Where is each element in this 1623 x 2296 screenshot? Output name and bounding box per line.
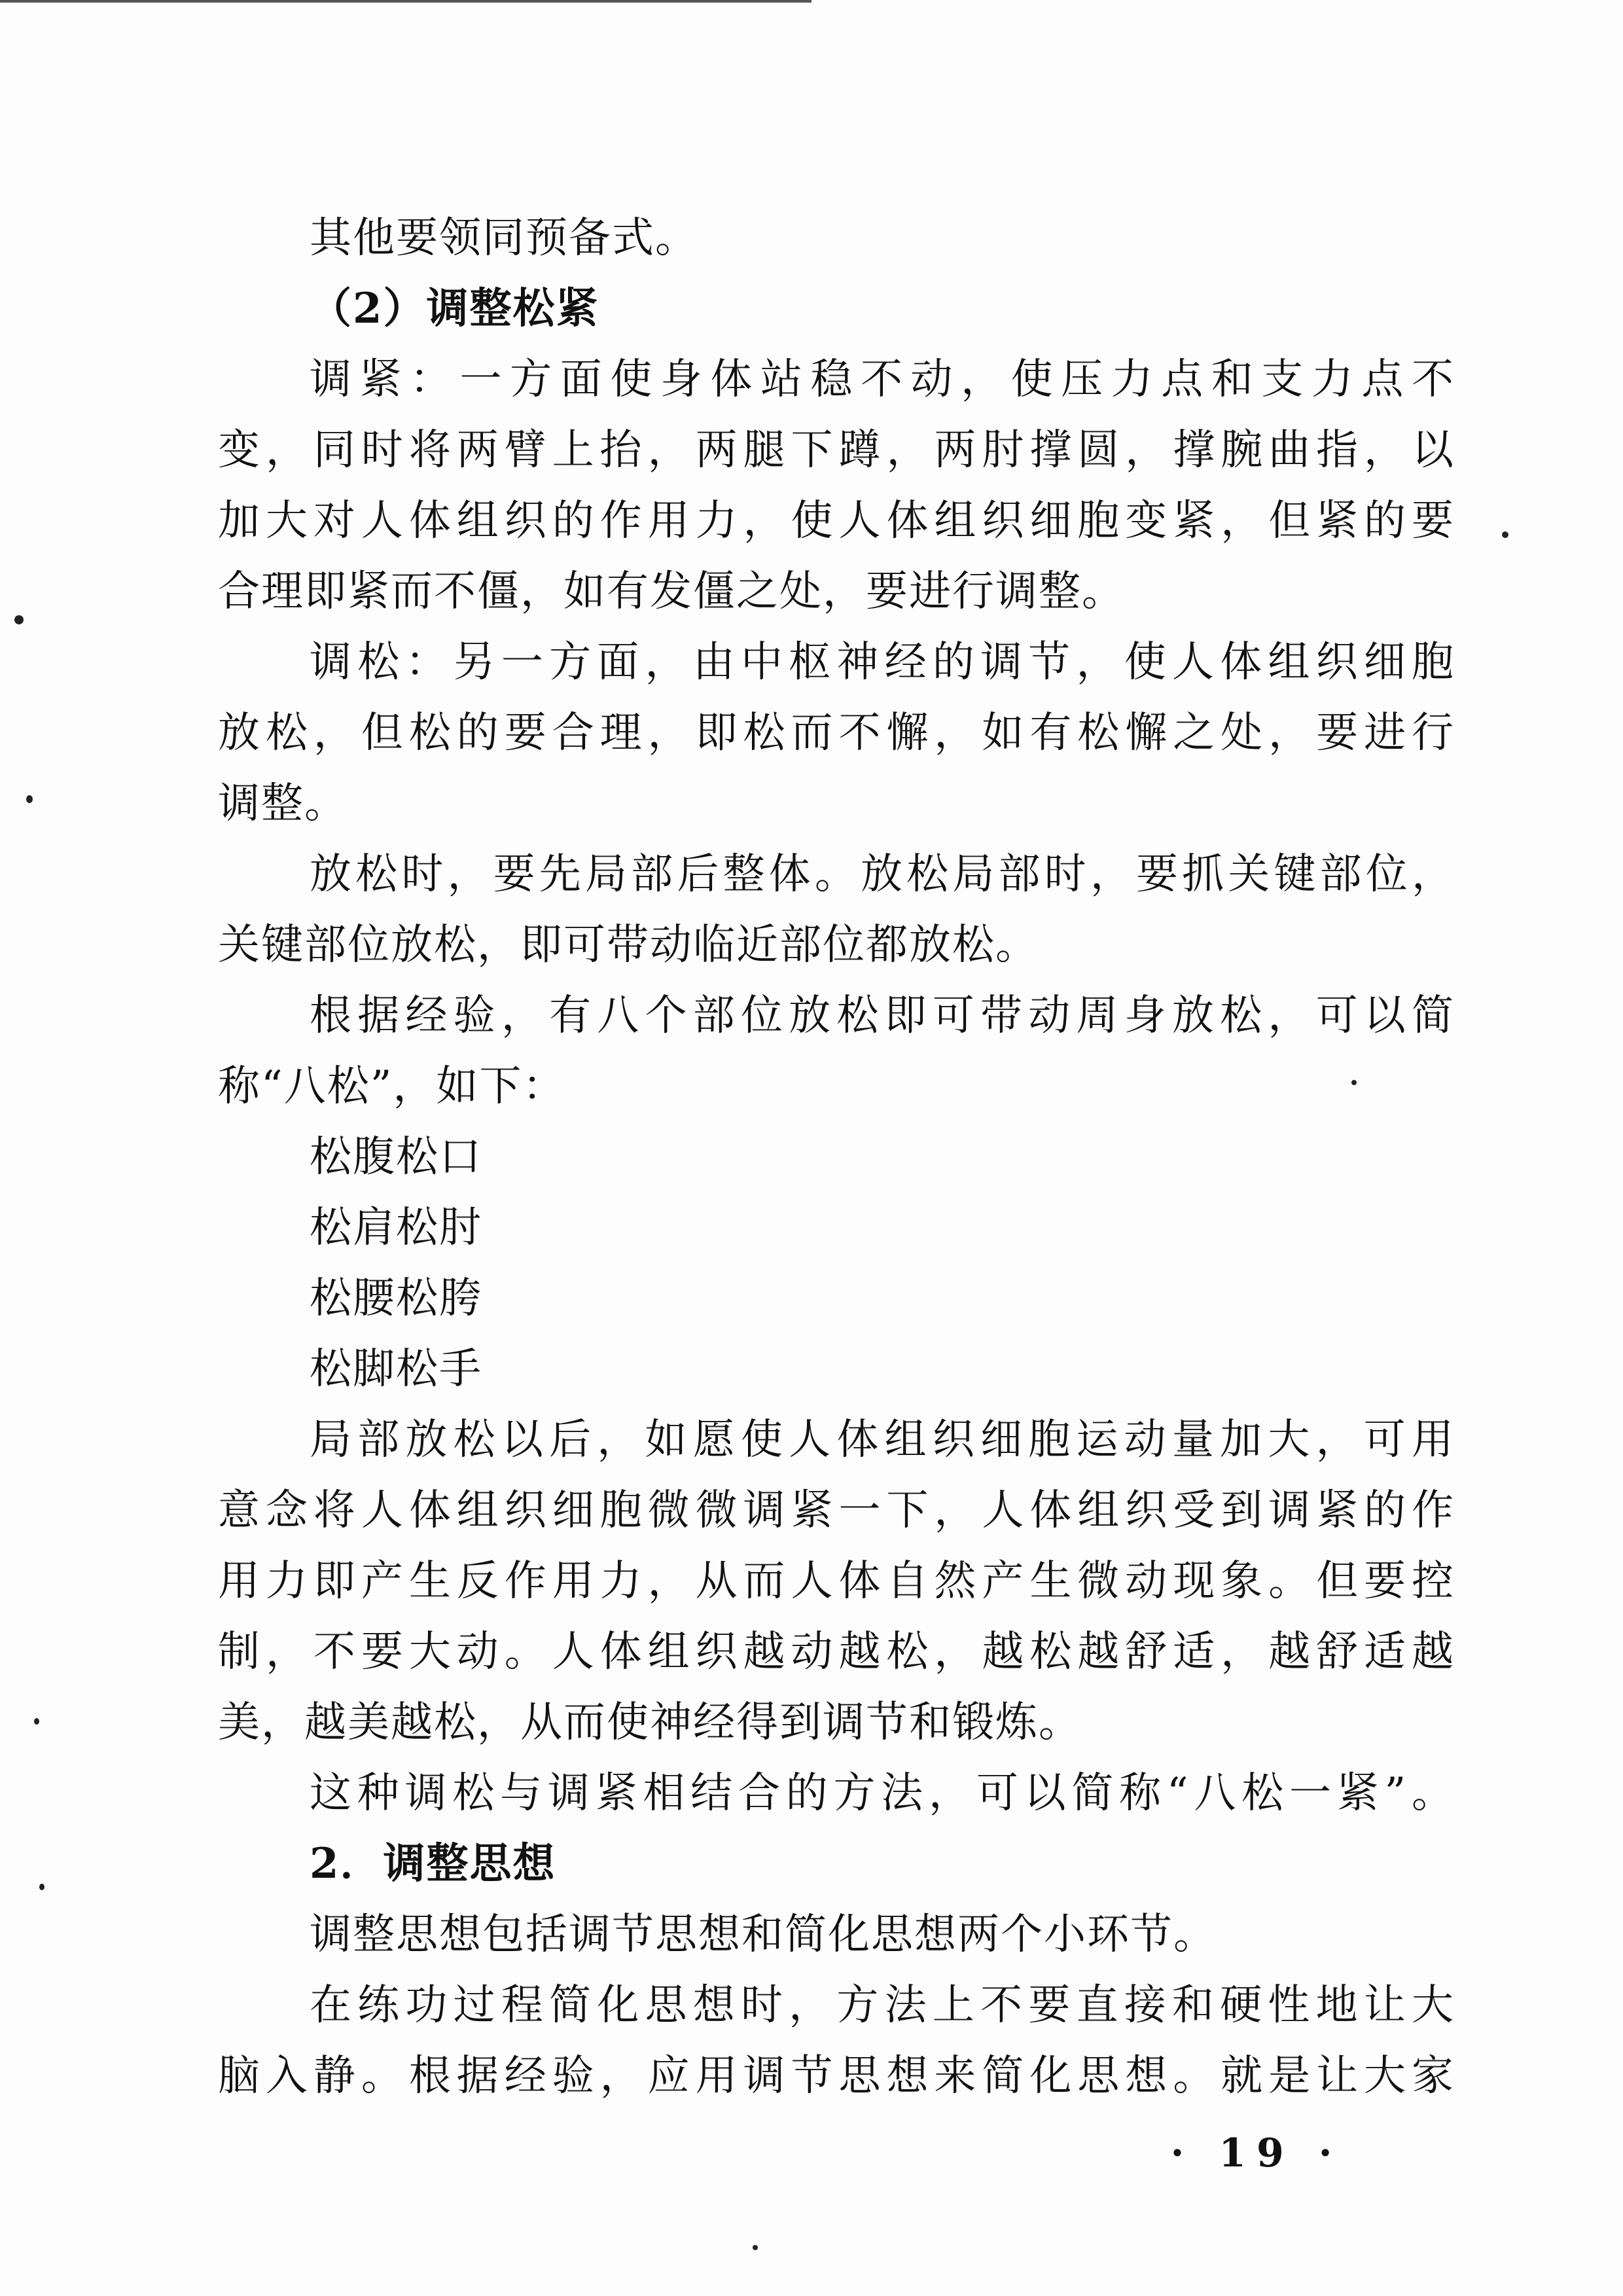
section-heading: 2．调整思想 <box>310 1839 556 1888</box>
text-line: 合理即紧而不僵，如有发僵之处，要进行调整。 <box>218 567 1125 616</box>
top-rule <box>0 0 812 3</box>
text-line: 制，不要大动。人体组织越动越松，越松越舒适，越舒适越 <box>218 1628 1455 1676</box>
scan-speck <box>14 615 24 624</box>
text-line: 变，同时将两臂上抬，两腿下蹲，两肘撑圆，撑腕曲指，以 <box>218 426 1455 475</box>
body-text <box>218 203 1455 2111</box>
scan-speck <box>39 1884 45 1890</box>
scan-speck <box>1351 1080 1357 1085</box>
text-line: 调紧：一方面使身体站稳不动，使压力点和支力点不 <box>310 355 1455 404</box>
text-line: 其他要领同预备式。 <box>310 214 698 262</box>
text-line: 调整思想包括调节思想和简化思想两个小环节。 <box>310 1910 1217 1959</box>
scan-speck <box>753 2245 758 2250</box>
text-line: 放松，但松的要合理，即松而不懈，如有松懈之处，要进行 <box>218 709 1455 757</box>
text-line: 关键部位放松，即可带动临近部位都放松。 <box>218 921 1039 969</box>
text-line: 在练功过程简化思想时，方法上不要直接和硬性地让大 <box>310 1981 1455 2030</box>
text-line: 称“八松”，如下： <box>218 1062 566 1111</box>
text-line: 松腰松胯 <box>310 1274 482 1323</box>
text-line: 松肩松肘 <box>310 1204 482 1252</box>
text-line: 美，越美越松，从而使神经得到调节和锻炼。 <box>218 1698 1082 1747</box>
text-line: 调整。 <box>218 780 348 828</box>
page-number: · 19 · <box>1170 2130 1343 2176</box>
text-line: 脑入静。根据经验，应用调节思想来简化思想。就是让大家 <box>218 2052 1455 2100</box>
text-line: 松腹松口 <box>310 1133 482 1181</box>
text-line: 这种调松与调紧相结合的方法，可以简称“八松一紧”。 <box>310 1769 1455 1818</box>
scan-speck <box>34 1718 39 1725</box>
text-line: 加大对人体组织的作用力，使人体组织细胞变紧，但紧的要 <box>218 497 1455 545</box>
text-line: 用力即产生反作用力，从而人体自然产生微动现象。但要控 <box>218 1557 1455 1605</box>
text-line: 松脚松手 <box>310 1345 482 1393</box>
text-line: 意念将人体组织细胞微微调紧一下，人体组织受到调紧的作 <box>218 1486 1455 1535</box>
text-line: 调松：另一方面，由中枢神经的调节，使人体组织细胞 <box>310 638 1455 687</box>
section-heading: （2）调整松紧 <box>310 284 599 333</box>
text-line: 局部放松以后，如愿使人体组织细胞运动量加大，可用 <box>310 1416 1455 1464</box>
text-line: 放松时，要先局部后整体。放松局部时，要抓关键部位， <box>310 850 1455 899</box>
scan-speck <box>1502 531 1508 538</box>
scan-speck <box>26 795 33 803</box>
text-line: 根据经验，有八个部位放松即可带动周身放松，可以简 <box>310 992 1455 1040</box>
